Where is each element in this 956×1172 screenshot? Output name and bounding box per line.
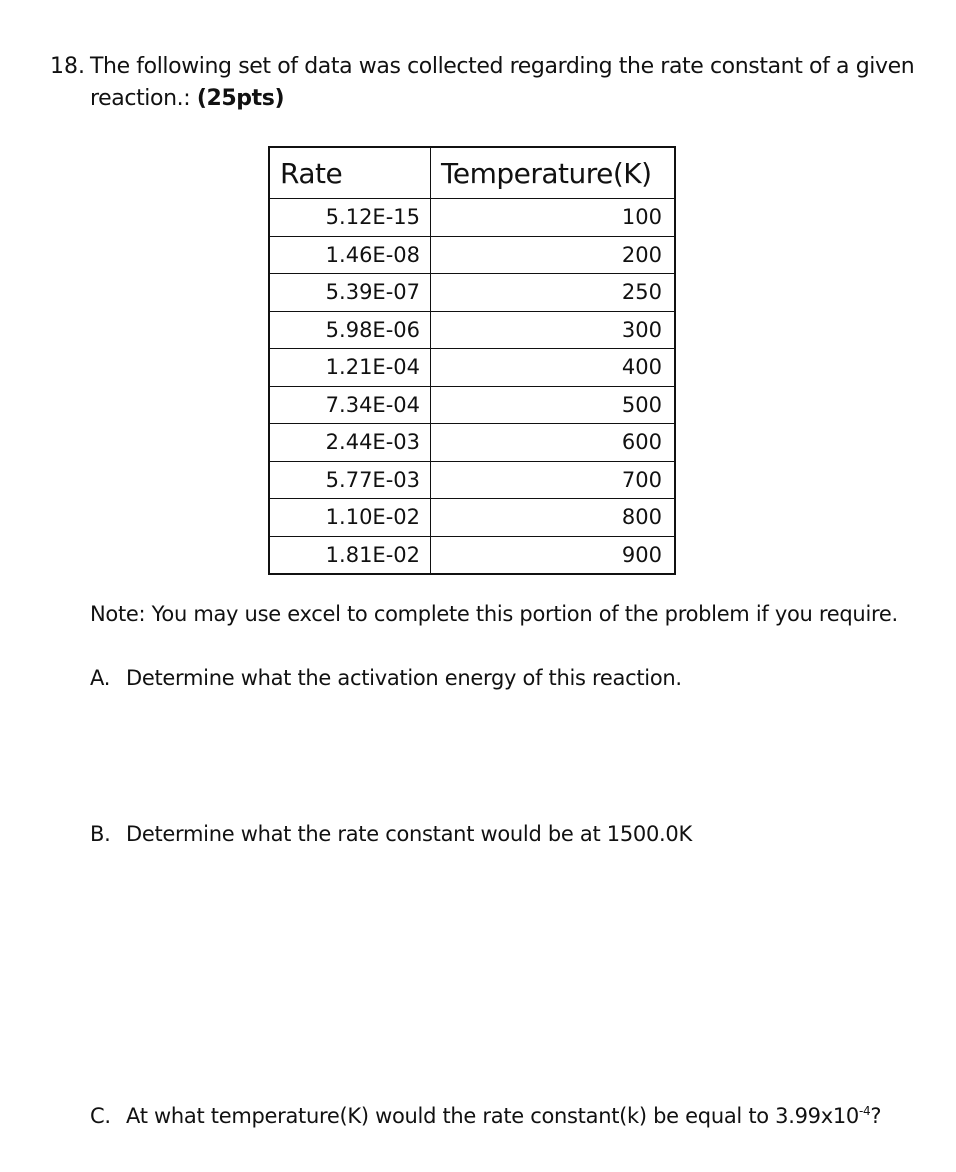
table-row xyxy=(269,274,675,312)
temperature-cell: 800 xyxy=(431,499,676,537)
temperature-cell: 900 xyxy=(431,536,676,574)
table-row xyxy=(269,499,675,537)
header-temperature: Temperature(K) xyxy=(431,147,676,199)
part-c-suffix: ? xyxy=(870,1104,882,1128)
rate-cell: 1.46E-08 xyxy=(269,236,431,274)
part-a xyxy=(90,666,682,690)
rate-cell: 5.98E-06 xyxy=(269,311,431,349)
rate-cell: 2.44E-03 xyxy=(269,424,431,462)
table-header-row xyxy=(269,147,675,199)
header-rate: Rate xyxy=(269,147,431,199)
rate-cell: 7.34E-04 xyxy=(269,386,431,424)
rate-cell: 1.21E-04 xyxy=(269,349,431,387)
table-row xyxy=(269,236,675,274)
part-a-text: Determine what the activation energy of this reaction. xyxy=(126,666,682,690)
question-text-line-2 xyxy=(90,86,284,111)
part-c-exponent: -4 xyxy=(858,1104,871,1118)
temperature-cell: 200 xyxy=(431,236,676,274)
temperature-cell: 600 xyxy=(431,424,676,462)
table-row xyxy=(269,386,675,424)
table-row xyxy=(269,536,675,574)
part-c-text: At what temperature(K) would the rate constant(k) be equal to 3.99x10 xyxy=(126,1104,859,1128)
temperature-cell: 100 xyxy=(431,199,676,237)
part-b-letter: B. xyxy=(90,822,111,846)
table-row xyxy=(269,461,675,499)
temperature-cell: 400 xyxy=(431,349,676,387)
rate-cell: 5.12E-15 xyxy=(269,199,431,237)
rate-cell: 1.81E-02 xyxy=(269,536,431,574)
temperature-cell: 300 xyxy=(431,311,676,349)
question-text-reaction: reaction.: xyxy=(90,86,191,111)
temperature-cell: 700 xyxy=(431,461,676,499)
question-text-line-1: The following set of data was collected regarding the rate constant of a given xyxy=(90,54,915,79)
table-row xyxy=(269,311,675,349)
table-row xyxy=(269,349,675,387)
rate-temperature-table xyxy=(268,146,676,575)
question-number: 18. xyxy=(50,54,85,79)
part-a-letter: A. xyxy=(90,666,111,690)
table-row xyxy=(269,199,675,237)
part-c xyxy=(90,1104,881,1128)
temperature-cell: 500 xyxy=(431,386,676,424)
rate-cell: 5.39E-07 xyxy=(269,274,431,312)
excel-note: Note: You may use excel to complete this portion of the problem if you require. xyxy=(90,602,898,626)
rate-cell: 5.77E-03 xyxy=(269,461,431,499)
part-c-letter: C. xyxy=(90,1104,111,1128)
part-b-text: Determine what the rate constant would be at 1500.0K xyxy=(126,822,692,846)
temperature-cell: 250 xyxy=(431,274,676,312)
part-b xyxy=(90,822,692,846)
table-row xyxy=(269,424,675,462)
question-points: (25pts) xyxy=(196,86,285,111)
rate-cell: 1.10E-02 xyxy=(269,499,431,537)
